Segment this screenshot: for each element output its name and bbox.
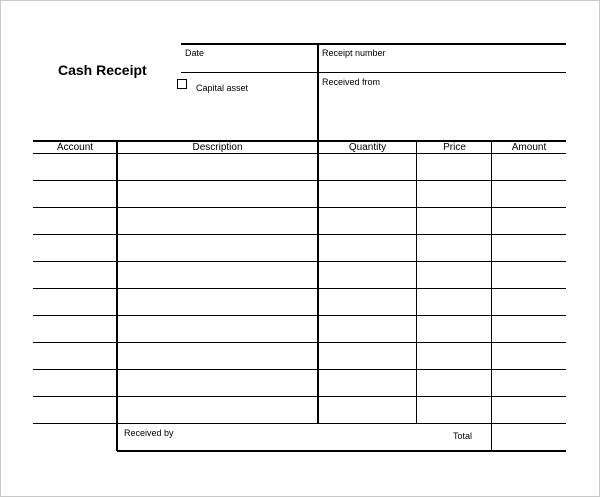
column-divider bbox=[116, 140, 118, 451]
header-top-rule bbox=[181, 43, 566, 45]
table-header-rule bbox=[33, 153, 566, 154]
column-header-amount: Amount bbox=[511, 142, 547, 153]
capital-asset-checkbox[interactable] bbox=[177, 79, 187, 89]
row-rule bbox=[33, 234, 566, 235]
capital-asset-label: Capital asset bbox=[196, 83, 249, 93]
column-header-description: Description bbox=[192, 142, 243, 153]
row-rule bbox=[33, 207, 566, 208]
received-from-field[interactable] bbox=[320, 89, 565, 137]
received-by-field[interactable] bbox=[118, 440, 438, 449]
column-divider bbox=[416, 140, 417, 423]
row-rule bbox=[33, 342, 566, 343]
date-label: Date bbox=[185, 48, 205, 58]
row-rule bbox=[33, 288, 566, 289]
row-rule bbox=[33, 396, 566, 397]
header-divider bbox=[317, 43, 319, 140]
row-rule bbox=[33, 180, 566, 181]
received-from-label: Received from bbox=[322, 77, 381, 87]
receipt-number-field[interactable] bbox=[320, 58, 565, 71]
receipt-number-label: Receipt number bbox=[322, 48, 386, 58]
received-by-label: Received by bbox=[124, 428, 174, 438]
column-header-price: Price bbox=[443, 142, 466, 153]
row-rule bbox=[33, 423, 566, 424]
page-title: Cash Receipt bbox=[58, 62, 147, 78]
column-header-account: Account bbox=[56, 142, 94, 153]
header-mid-rule bbox=[181, 72, 566, 73]
column-divider bbox=[317, 140, 319, 423]
date-field[interactable] bbox=[182, 58, 316, 71]
footer-bottom-rule bbox=[117, 450, 566, 452]
row-rule bbox=[33, 369, 566, 370]
column-header-quantity: Quantity bbox=[348, 142, 387, 153]
row-rule bbox=[33, 261, 566, 262]
total-amount-field[interactable] bbox=[493, 425, 566, 449]
column-divider bbox=[491, 140, 492, 451]
total-label: Total bbox=[453, 431, 473, 441]
row-rule bbox=[33, 315, 566, 316]
